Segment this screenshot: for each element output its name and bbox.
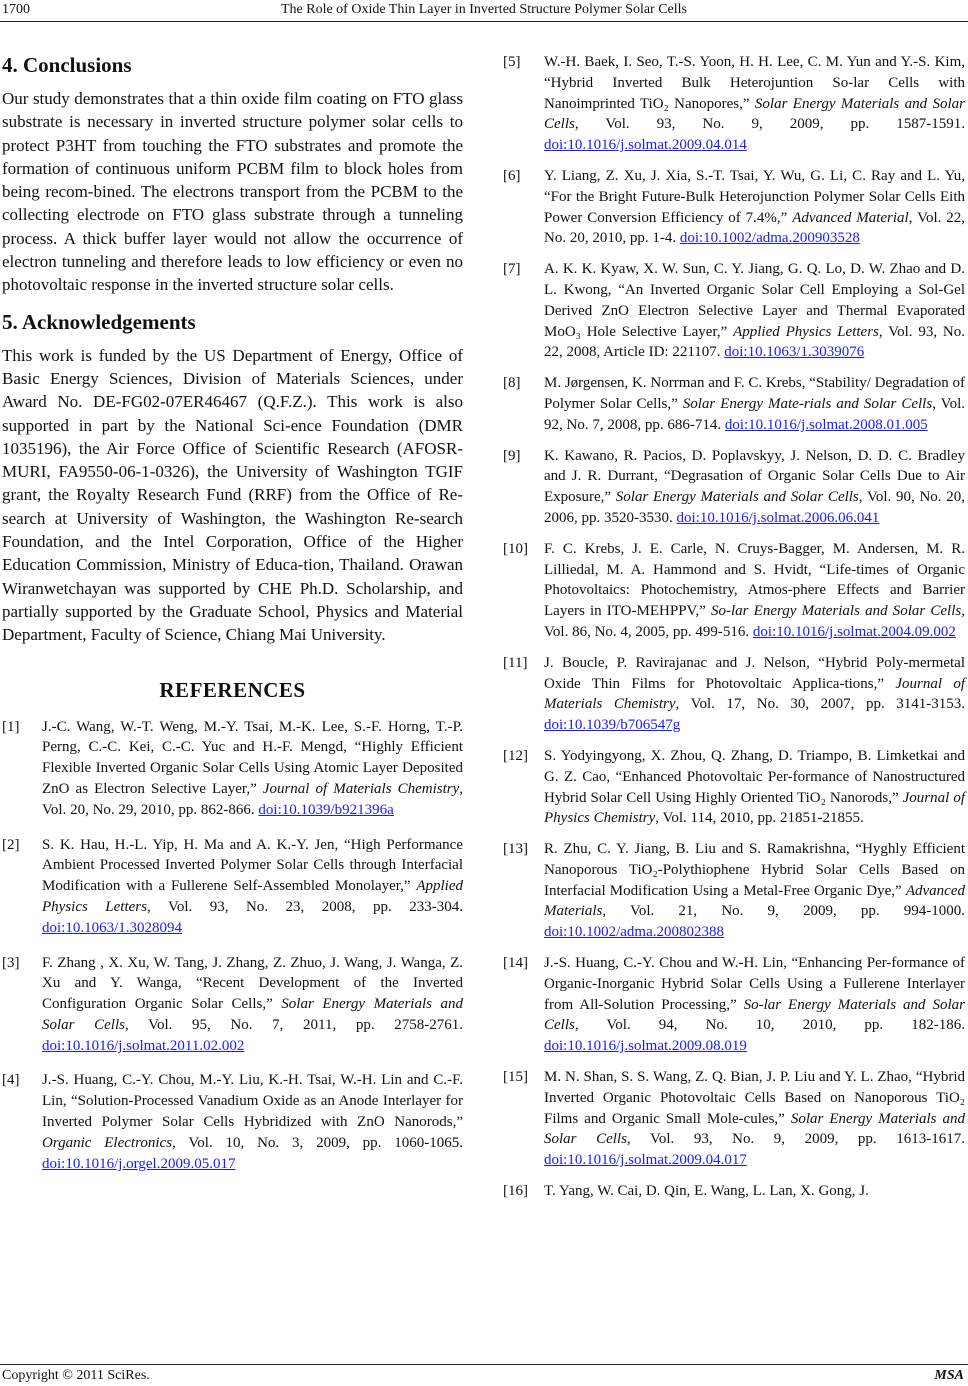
reference-details: , Vol. 93, No. 9, 2009, pp. 1587-1591.	[574, 116, 965, 133]
doi-link[interactable]: doi:10.1016/j.solmat.2009.04.017	[544, 1152, 747, 1169]
reference-journal: Solar Energy Materials and Solar Cells	[615, 489, 859, 506]
reference-journal: Applied Physics Letters	[733, 323, 879, 340]
reference-number: [3]	[2, 954, 20, 971]
conclusions-paragraph: Our study demonstrates that a thin oxide film coating on FTO glass substrate is necessary in inverted structure polymer solar cells to protect P3HT from touching the FTO substrates and promote the formation of continuous uniform PCBM film to block holes from being recom-bined. The electrons transport from the PCBM to the collecting electrode on FTO glass substrate through a tunneling process. A thick buffer layer would not allow the occurrence of electron tunneling and therefore leads to low efficiency or even no photovoltaic response in the inverted structure solar cells.	[2, 89, 463, 295]
reference-details: , Vol. 93, No. 22, 2008, Article ID: 221107.	[544, 323, 965, 361]
reference-number: [8]	[503, 375, 521, 392]
reference-citation: M. Jørgensen, K. Norrman and F. C. Krebs, “Stability/ Degradation of Polymer Solar Cells,”	[544, 375, 965, 412]
reference-citation: F. C. Krebs, J. E. Carle, N. Cruys-Bagger, M. Andersen, M. R. Lilliedal, M. A. Hammond and S. Hvidt, “Life-times of Organic Photovoltaics: Photochemistry, Atmos-phere Effects and Barrier Layers in ITO-MEHPPV,”	[544, 540, 965, 620]
page-footer	[0, 1364, 968, 1386]
reference-item	[503, 1067, 965, 1171]
doi-link[interactable]: doi:10.1016/j.solmat.2006.06.041	[676, 509, 880, 526]
reference-journal: Applied Physics Letters	[42, 878, 463, 915]
reference-text	[544, 259, 965, 363]
reference-number: [2]	[2, 836, 20, 853]
reference-text	[544, 953, 965, 1057]
reference-journal: Journal of Materials Chemistry	[262, 780, 460, 797]
reference-item	[503, 1181, 965, 1202]
reference-item	[503, 539, 965, 643]
reference-journal: So-lar Energy Materials and Solar Cells	[544, 996, 965, 1034]
doi-link[interactable]: doi:10.1016/j.solmat.2009.04.014	[544, 137, 747, 154]
reference-journal: Advanced Materials	[544, 882, 965, 920]
doi-link[interactable]: doi:10.1016/j.solmat.2009.08.019	[544, 1038, 747, 1055]
reference-text	[42, 1070, 463, 1174]
right-column	[503, 52, 965, 1202]
reference-item	[503, 953, 965, 1057]
reference-citation: M. N. Shan, S. S. Wang, Z. Q. Bian, J. P. Liu and Y. L. Zhao, “Hybrid Inverted Organic Photovoltaic Cells Based on Nanoporous TiO₂ Films and Organic Small Mole-cules,”	[544, 1069, 965, 1127]
reference-number: [7]	[503, 261, 521, 278]
reference-text	[544, 1067, 965, 1171]
reference-text	[544, 166, 965, 249]
reference-details: , Vol. 95, No. 7, 2011, pp. 2758-2761.	[124, 1016, 463, 1033]
reference-text	[544, 373, 965, 435]
reference-item	[503, 653, 965, 736]
reference-number: [14]	[503, 955, 528, 972]
reference-number: [4]	[2, 1072, 20, 1089]
reference-details: , Vol. 90, No. 20, 2006, pp. 3520-3530.	[544, 489, 966, 526]
reference-text	[544, 52, 965, 156]
doi-link[interactable]: doi:10.1002/adma.200903528	[679, 230, 860, 247]
reference-item	[503, 259, 965, 363]
reference-citation: S. Yodyingyong, X. Zhou, Q. Zhang, D. Triampo, B. Limketkai and G. Z. Cao, “Enhanced Photovoltaic Per-formance of Nanostructured Hybrid Solar Cell Using Highly Oriented TiO₂ Nanorods,”	[544, 747, 965, 806]
reference-item	[503, 839, 965, 943]
left-column	[2, 52, 463, 1174]
reference-details: , Vol. 93, No. 9, 2009, pp. 1613-1617.	[626, 1131, 965, 1148]
reference-text	[544, 1181, 965, 1202]
reference-number: [6]	[503, 167, 521, 184]
reference-journal: Journal of Physics Chemistry	[544, 789, 965, 827]
reference-details: , Vol. 21, No. 9, 2009, pp. 994-1000.	[602, 903, 965, 920]
acknowledgements-heading: 5. Acknowledgements	[2, 309, 196, 334]
reference-citation: W.-H. Baek, I. Seo, T.-S. Yoon, H. H. Lee, C. M. Yun and Y.-S. Kim, “Hybrid Inverted Bulk Heterojuntion So-lar Cells with Nanoimprinted TiO₂ Nanopores,”	[544, 54, 965, 112]
reference-item	[503, 166, 965, 249]
reference-number: [9]	[503, 447, 521, 464]
footer-rule	[0, 1364, 968, 1365]
reference-journal: Solar Energy Materials and Solar Cells	[544, 1110, 965, 1148]
references-list-right	[503, 52, 965, 1202]
doi-link[interactable]: doi:10.1002/adma.200802388	[544, 924, 724, 941]
reference-citation: A. K. K. Kyaw, X. W. Sun, C. Y. Jiang, G. Q. Lo, D. W. Zhao and D. L. Kwong, “An Inverted Organic Solar Cell Employing a Sol-Gel Derived ZnO Electron Selective Layer and Thermal Evaporated MoO₃ Hole Selective Layer,”	[544, 261, 965, 340]
reference-details: , Vol. 94, No. 10, 2010, pp. 182-186.	[574, 1017, 965, 1034]
reference-item	[2, 1070, 463, 1174]
doi-link[interactable]: doi:10.1039/b706547g	[544, 717, 681, 734]
acknowledgements-paragraph: This work is funded by the US Department of Energy, Office of Basic Energy Sciences, Division of Materials Sciences, under Award No. DE-FG02-07ER46467 (Q.F.Z.). This work is also supported in part by the National Sci-ence Foundation (DMR 1035196), the Air Force Office of Scientific Research (AFOSR-MURI, FA9550-06-1-0326), the University of Washington TGIF grant, the Royalty Research Fund (RRF) from the Office of Re-search at University of Washington, the Washington Re-search Foundation, and the Intel Corporation, Office of the Higher Education Commission, Ministry of Educa-tion, Thailand. Orawan Wiranwetchayan was supported by CHE Ph.D. Scholarship, and partially supported by the Graduate School, Physics and Material Department, Faculty of Science, Chiang Mai University.	[2, 345, 463, 645]
reference-journal: Advanced Material	[792, 209, 909, 226]
reference-citation: F. Zhang , X. Xu, W. Tang, J. Zhang, Z. Zhuo, J. Wang, J. Wanga, Z. Xu and Y. Wanga, “Recent Development of the Inverted Configuration Organic Solar Cells,”	[42, 954, 463, 1013]
reference-citation: K. Kawano, R. Pacios, D. Poplavskyy, J. Nelson, D. D. C. Bradley and J. R. Durrant, “Degrasation of Organic Solar Cells Due to Air Exposure,”	[544, 447, 965, 506]
reference-item	[2, 717, 463, 821]
reference-item	[503, 446, 965, 529]
reference-number: [5]	[503, 54, 521, 70]
reference-details: , Vol. 93, No. 23, 2008, pp. 233-304.	[146, 898, 463, 915]
reference-number: [11]	[503, 654, 528, 671]
doi-link[interactable]: doi:10.1016/j.solmat.2011.02.002	[42, 1037, 245, 1054]
reference-journal: Solar Energy Materials and Solar Cells	[42, 996, 464, 1033]
reference-details: , Vol. 86, No. 4, 2005, pp. 499-516.	[544, 603, 965, 640]
reference-journal: So-lar Energy Materials and Solar Cells	[711, 603, 962, 620]
reference-details: , Vol. 17, No. 30, 2007, pp. 3141-3153.	[675, 696, 965, 713]
reference-journal: Solar Energy Mate-rials and Solar Cells	[682, 395, 933, 412]
reference-text	[42, 835, 463, 939]
doi-link[interactable]: doi:10.1039/b921396a	[258, 801, 394, 818]
reference-number: [10]	[503, 540, 528, 557]
running-title: The Role of Oxide Thin Layer in Inverted Structure Polymer Solar Cells	[280, 2, 688, 17]
reference-journal: Journal of Materials Chemistry	[544, 675, 965, 713]
doi-link[interactable]: doi:10.1016/j.orgel.2009.05.017	[42, 1155, 236, 1172]
reference-number: [1]	[2, 718, 20, 735]
reference-item	[503, 373, 965, 435]
reference-details: , Vol. 22, No. 20, 2010, pp. 1-4.	[544, 209, 966, 247]
reference-text	[544, 539, 965, 643]
reference-item	[2, 835, 463, 939]
reference-journal: Solar Energy Materials and Solar Cells	[544, 95, 966, 133]
references-heading: REFERENCES	[159, 677, 306, 702]
reference-citation: Y. Liang, Z. Xu, J. Xia, S.-T. Tsai, Y. Wu, G. Li, C. Ray and L. Yu, “For the Bright Future-Bulk Heterojunction Polymer Solar Cells Eith Power Conversion Efficiency of 7.4%,”	[544, 167, 965, 226]
reference-citation: T. Yang, W. Cai, D. Qin, E. Wang, L. Lan, X. Gong, J.	[544, 1183, 869, 1200]
conclusions-heading: 4. Conclusions	[2, 53, 132, 77]
doi-link[interactable]: doi:10.1016/j.solmat.2008.01.005	[724, 416, 928, 433]
reference-text	[42, 717, 463, 821]
reference-details: , Vol. 92, No. 7, 2008, pp. 686-714.	[544, 395, 965, 433]
reference-journal: Organic Electronics	[42, 1134, 173, 1151]
reference-details: , Vol. 10, No. 3, 2009, pp. 1060-1065.	[172, 1134, 463, 1151]
reference-details: , Vol. 20, No. 29, 2010, pp. 862-866.	[42, 780, 463, 818]
reference-text	[544, 653, 965, 736]
reference-number: [15]	[503, 1069, 528, 1086]
reference-citation: J. Boucle, P. Ravirajanac and J. Nelson, “Hybrid Poly-mermetal Oxide Thin Films for Photovoltaic Applica-tions,”	[544, 654, 965, 692]
reference-citation: S. K. Hau, H.-L. Yip, H. Ma and A. K.-Y. Jen, “High Performance Ambient Processed Inverted Polymer Solar Cells through Interfacial Modification with a Fullerene Self-Assembled Monolayer,”	[42, 836, 463, 895]
reference-number: [16]	[503, 1183, 528, 1200]
reference-text	[544, 746, 965, 829]
reference-text	[42, 953, 463, 1057]
reference-item	[503, 746, 965, 829]
reference-item	[503, 52, 965, 156]
reference-citation: J.-S. Huang, C.-Y. Chou, M.-Y. Liu, K.-H. Tsai, W.-H. Lin and C.-F. Lin, “Solution-Processed Vanadium Oxide as an Anode Interlayer for Inverted Polymer Solar Cells Hybridized with ZnO Nanorods,”	[42, 1072, 463, 1131]
doi-link[interactable]: doi:10.1016/j.solmat.2004.09.002	[752, 623, 956, 640]
doi-link[interactable]: doi:10.1063/1.3039076	[724, 344, 865, 361]
reference-citation: R. Zhu, C. Y. Jiang, B. Liu and S. Ramakrishna, “Hyghly Efficient Nanoporous TiO₂-Polythiophene Hybrid Solar Cells Based on Interfacial Modification Using a Metal-Free Organic Dye,”	[544, 841, 965, 899]
page-number: 1700	[2, 2, 30, 17]
references-list-left	[2, 717, 463, 1175]
reference-item	[2, 953, 463, 1057]
reference-citation: J.-C. Wang, W.-T. Weng, M.-Y. Tsai, M.-K. Lee, S.-F. Horng, T.-P. Perng, C.-C. Kei, C.-C. Yuc and H.-F. Mengd, “Highly Efficient Flexible Inverted Organic Solar Cells Using Atomic Layer Deposited ZnO as Electron Selective Layer,”	[42, 718, 463, 797]
reference-number: [13]	[503, 841, 528, 858]
page-header	[0, 0, 968, 22]
reference-number: [12]	[503, 747, 528, 764]
doi-link[interactable]: doi:10.1063/1.3028094	[42, 919, 183, 936]
journal-abbreviation: MSA	[934, 1368, 964, 1383]
reference-details: , Vol. 114, 2010, pp. 21851-21855.	[655, 810, 864, 827]
header-rule	[0, 21, 968, 22]
reference-citation: J.-S. Huang, C.-Y. Chou and W.-H. Lin, “Enhancing Per-formance of Organic-Inorganic Hybrid Solar Cells Using a Fullerene Interlayer from All-Solution Processing,”	[544, 955, 965, 1013]
reference-text	[544, 839, 965, 943]
reference-text	[544, 446, 965, 529]
copyright-notice: Copyright © 2011 SciRes.	[2, 1368, 150, 1383]
